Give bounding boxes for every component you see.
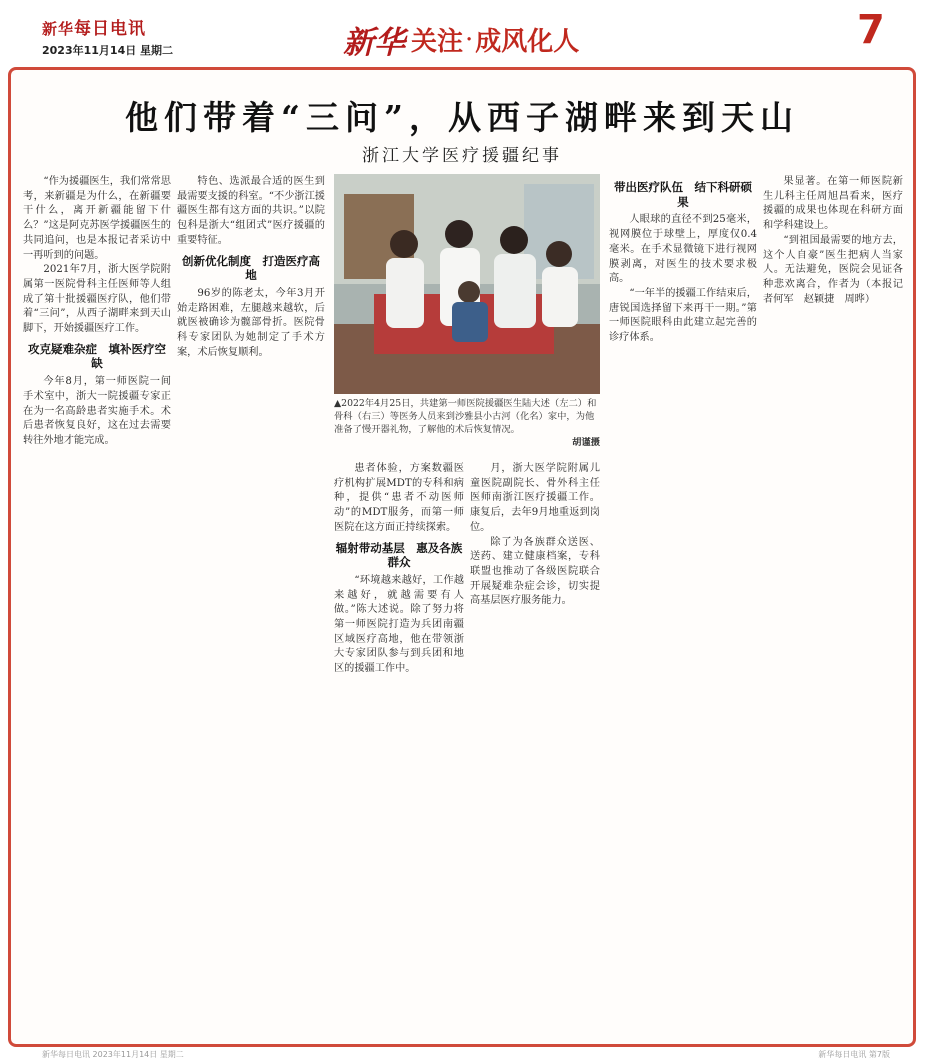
paragraph: “到祖国最需要的地方去，这个人自豪”医生把病人当家人。无法避免，医院会见证各种悲欢离合，作者为（本报记者何军 赵颖捷 周晔） xyxy=(763,234,903,305)
paragraph: “作为援疆医生，我们常常思考，来新疆是为什么，在新疆要干什么，离开新疆能留下什么？”这是阿克苏医学援疆医生的共同追问，也是本报记者采访中一再听到的问题。 xyxy=(23,176,171,261)
section-heading: 攻克疑难杂症 填补医疗空缺 xyxy=(28,341,166,371)
section-calligraphy: 新华 xyxy=(343,25,405,61)
photo-credit: 胡谨摄 xyxy=(572,437,600,448)
paragraph: 人眼球的直径不到25毫米，视网膜位于球壁上，厚度仅0.4毫米。在手术显微镜下进行视网膜剥离，对医生的技术要求极高。 xyxy=(609,214,757,285)
section-title xyxy=(343,17,579,62)
text-column-3 xyxy=(334,462,464,1037)
section-heading: 辐射带动基层 惠及各族群众 xyxy=(335,540,463,570)
text-column-6 xyxy=(763,175,903,1035)
newspaper-logo xyxy=(42,14,173,39)
text-column-1 xyxy=(23,175,171,1035)
paragraph: “环境越来越好，工作越来越好，就越需要有人做。”陈大述说。除了努力将第一师医院打造为兵团南疆区域医疗高地，他在带领浙大专家团队参与到兵团和地区的援疆工作中。 xyxy=(334,574,464,675)
newspaper-brand xyxy=(42,14,173,58)
text-column-5 xyxy=(609,175,757,1035)
article-photo xyxy=(334,174,600,394)
photo-illustration xyxy=(334,174,600,394)
paragraph: 96岁的陈老太，今年3月开始走路困难，左腿越来越软，后就医被确诊为髋部骨折。医院骨科专家团队为她制定了手术方案，术后恢复顺利。 xyxy=(177,287,325,358)
footer-left: 新华每日电讯 2023年11月14日 星期二 xyxy=(42,1050,184,1059)
article-frame xyxy=(8,67,916,1047)
paragraph: 除了为各族群众送医、送药、建立健康档案，专科联盟也推动了各级医院联合开展疑难杂症会诊，切实提高基层医疗服务能力。 xyxy=(470,536,600,607)
paragraph: 月，浙大医学院附属儿童医院副院长、骨外科主任医师南浙江医疗援疆工作。康复后，去年9月地重返到岗位。 xyxy=(470,463,600,533)
text-column-2 xyxy=(177,175,325,1035)
section-heading: 带出医疗队伍 结下科研硕果 xyxy=(614,180,752,209)
article-subhead: 浙江大学医疗援疆纪事 xyxy=(362,146,562,166)
section-dot: · xyxy=(465,24,474,55)
paragraph: “一年半的援疆工作结束后，唐锐国选择留下来再干一期。”第一师医院眼科由此建立起完善的诊疗体系。 xyxy=(609,287,757,344)
logo-tail-text: 每日电讯 xyxy=(74,19,147,39)
photo-caption xyxy=(334,397,600,449)
paragraph: 果显著。在第一师医院新生儿科主任周旭昌看来，医疗援疆的成果也体现在科研方面和学科建设上。 xyxy=(763,176,903,232)
caption-text: ▲2022年4月25日，共建第一师医院援疆医生陆大述（左二）和骨科（右三）等医务人员来到沙雅县小古河（化名）家中，为他准备了慢开器礼物，了解他的术后恢复情况。 xyxy=(334,398,597,435)
article-headline: 他们带着“三问”，从西子湖畔来到天山 xyxy=(125,98,799,137)
section-column: 成风化人 xyxy=(475,27,580,57)
section-heading: 创新优化制度 打造医疗高地 xyxy=(182,253,320,283)
paragraph: 今年8月，第一师医院一间手术室中，浙大一院援疆专家正在为一名高龄患者实施手术。术后患者恢复良好，这在过去需要转往外地才能完成。 xyxy=(23,376,171,446)
page-number: 7 xyxy=(857,7,885,53)
logo-small-text: 新华 xyxy=(42,20,75,38)
paragraph: 2021年7月，浙大医学院附属第一医院骨科主任医师等人组成了第十批援疆医疗队，他们带着“三问”，从西子湖畔来到天山脚下，开始援疆医疗工作。 xyxy=(23,264,171,335)
text-column-4 xyxy=(470,462,600,1037)
paragraph: 特色、选派最合适的医生到最需要支援的科室。“不少浙江援疆医生都有这方面的共识。”以院包科是浙大“组团式”医疗援疆的重要特征。 xyxy=(177,176,325,246)
issue-date: 2023年11月14日 星期二 xyxy=(42,44,174,57)
masthead xyxy=(0,0,934,64)
paragraph: 患者体验，方案数疆医疗机构扩展MDT的专科和病种，提供“患者不动医师动”的MDT服务，而第一师医院在这方面正持续探索。 xyxy=(334,463,464,533)
section-focus: 关注 xyxy=(411,27,464,57)
footer-right: 新华每日电讯 第7版 xyxy=(818,1050,890,1059)
